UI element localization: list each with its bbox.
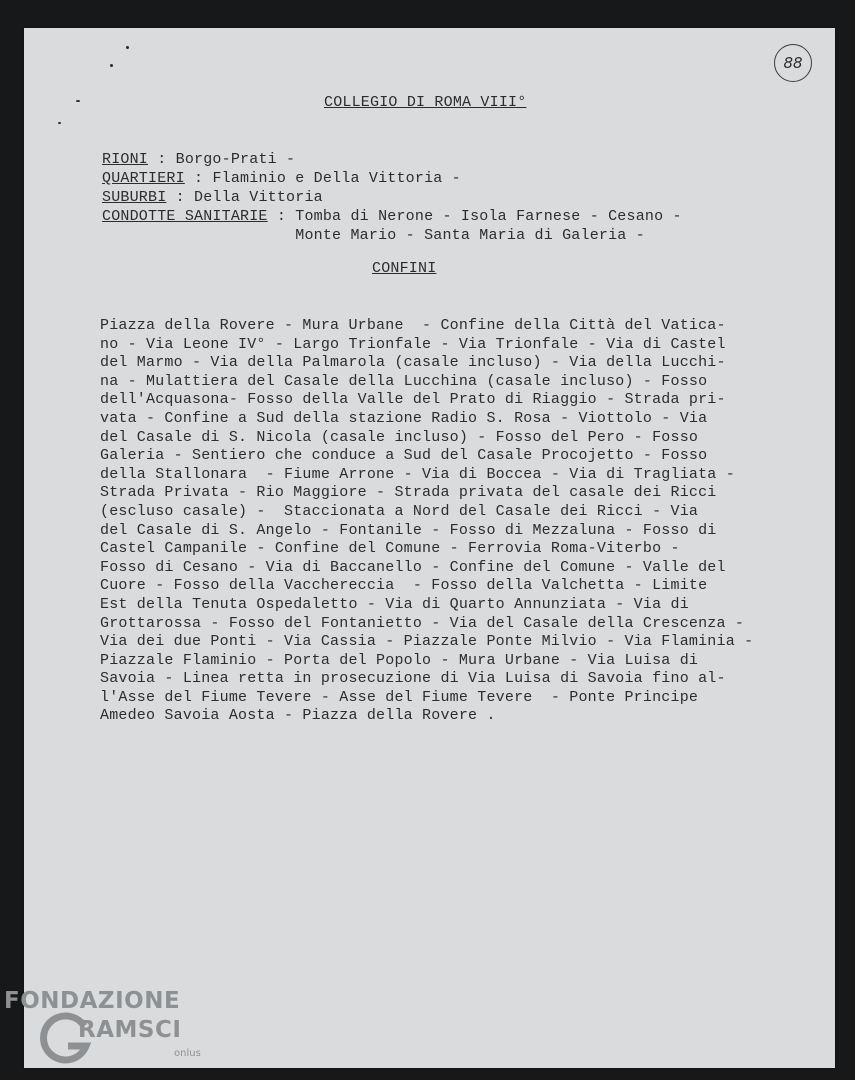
document-page bbox=[24, 28, 835, 1068]
text-line: Cuore - Fosso della Vacchereccia - Fosso della Valchetta - Limite bbox=[100, 577, 708, 595]
text-line: Amedeo Savoia Aosta - Piazza della Rovere . bbox=[100, 707, 496, 725]
ink-speck bbox=[76, 100, 80, 102]
text-line: Castel Campanile - Confine del Comune - Ferrovia Roma-Viterbo - bbox=[100, 540, 680, 558]
text-line: del Marmo - Via della Palmarola (casale incluso) - Via della Lucchi- bbox=[100, 354, 726, 372]
field-value-line: Borgo-Prati - bbox=[175, 151, 296, 168]
watermark-line-2: RAMSCI bbox=[78, 1017, 182, 1043]
field-row bbox=[102, 169, 461, 188]
ink-speck bbox=[126, 46, 129, 49]
field-value bbox=[194, 188, 323, 207]
watermark-line-3: onlus bbox=[174, 1048, 201, 1059]
field-label: RIONI bbox=[102, 151, 149, 168]
field-row bbox=[102, 150, 295, 169]
field-value bbox=[295, 207, 681, 245]
page-number: 88 bbox=[774, 44, 812, 82]
field-value bbox=[212, 169, 460, 188]
text-line: no - Via Leone IV° - Largo Trionfale - Via Trionfale - Via di Castel bbox=[100, 335, 726, 353]
text-line: Grottarossa - Fosso del Fontanietto - Via del Casale della Crescenza - bbox=[100, 614, 745, 632]
text-line: Fosso di Cesano - Via di Baccanello - Confine del Comune - Valle del bbox=[100, 558, 726, 576]
field-label: QUARTIERI bbox=[102, 170, 185, 187]
text-line: na - Mulattiera del Casale della Lucchina (casale incluso) - Fosso bbox=[100, 372, 708, 390]
field-value bbox=[176, 150, 296, 169]
field-row bbox=[102, 188, 323, 207]
text-line: (escluso casale) - Staccionata a Nord del Casale dei Ricci - Via bbox=[100, 502, 699, 520]
text-line: Est della Tenuta Ospedaletto - Via di Quarto Annunziata - Via di bbox=[100, 595, 689, 613]
field-value-line: Flaminio e Della Vittoria - bbox=[212, 170, 461, 187]
text-line: del Casale di S. Nicola (casale incluso) - Fosso del Pero - Fosso bbox=[100, 428, 699, 446]
text-line: Piazza della Rovere - Mura Urbane - Confine della Città del Vatica- bbox=[100, 317, 726, 334]
field-label: CONDOTTE SANITARIE bbox=[102, 208, 268, 225]
document-title: COLLEGIO DI ROMA VIII° bbox=[324, 94, 527, 111]
text-line: vata - Confine a Sud della stazione Radio S. Rosa - Viottolo - Via bbox=[100, 409, 708, 427]
field-value-line: Monte Mario - Santa Maria di Galeria - bbox=[295, 227, 645, 244]
text-line: Strada Privata - Rio Maggiore - Strada privata del casale dei Ricci bbox=[100, 484, 717, 502]
section-title: CONFINI bbox=[372, 260, 437, 277]
watermark-logo bbox=[4, 988, 214, 1078]
boundary-description bbox=[100, 317, 800, 726]
ink-speck bbox=[110, 64, 113, 67]
text-line: l'Asse del Fiume Tevere - Asse del Fiume Tevere - Ponte Principe bbox=[100, 688, 699, 706]
field-row bbox=[102, 207, 682, 245]
field-separator: : bbox=[184, 170, 213, 187]
text-line: Piazzale Flaminio - Porta del Popolo - Mura Urbane - Via Luisa di bbox=[100, 651, 699, 669]
text-line: Savoia - Linea retta in prosecuzione di Via Luisa di Savoia fino al- bbox=[100, 670, 726, 688]
field-separator: : bbox=[148, 151, 176, 168]
text-line: del Casale di S. Angelo - Fontanile - Fosso di Mezzaluna - Fosso di bbox=[100, 521, 717, 539]
watermark-line-1: FONDAZIONE bbox=[4, 988, 181, 1014]
field-separator: : bbox=[166, 189, 195, 206]
text-line: Galeria - Sentiero che conduce a Sud del Casale Procojetto - Fosso bbox=[100, 447, 708, 465]
field-separator: : bbox=[267, 208, 296, 225]
field-value-line: Della Vittoria bbox=[194, 189, 323, 206]
field-value-line: Tomba di Nerone - Isola Farnese - Cesano - bbox=[295, 208, 682, 225]
ink-speck bbox=[58, 122, 61, 124]
text-line: Via dei due Ponti - Via Cassia - Piazzale Ponte Milvio - Via Flaminia - bbox=[100, 633, 754, 651]
text-line: dell'Acquasona- Fosso della Valle del Prato di Riaggio - Strada pri- bbox=[100, 391, 726, 409]
field-label: SUBURBI bbox=[102, 189, 167, 206]
text-line: della Stallonara - Fiume Arrone - Via di Boccea - Via di Tragliata - bbox=[100, 465, 735, 483]
